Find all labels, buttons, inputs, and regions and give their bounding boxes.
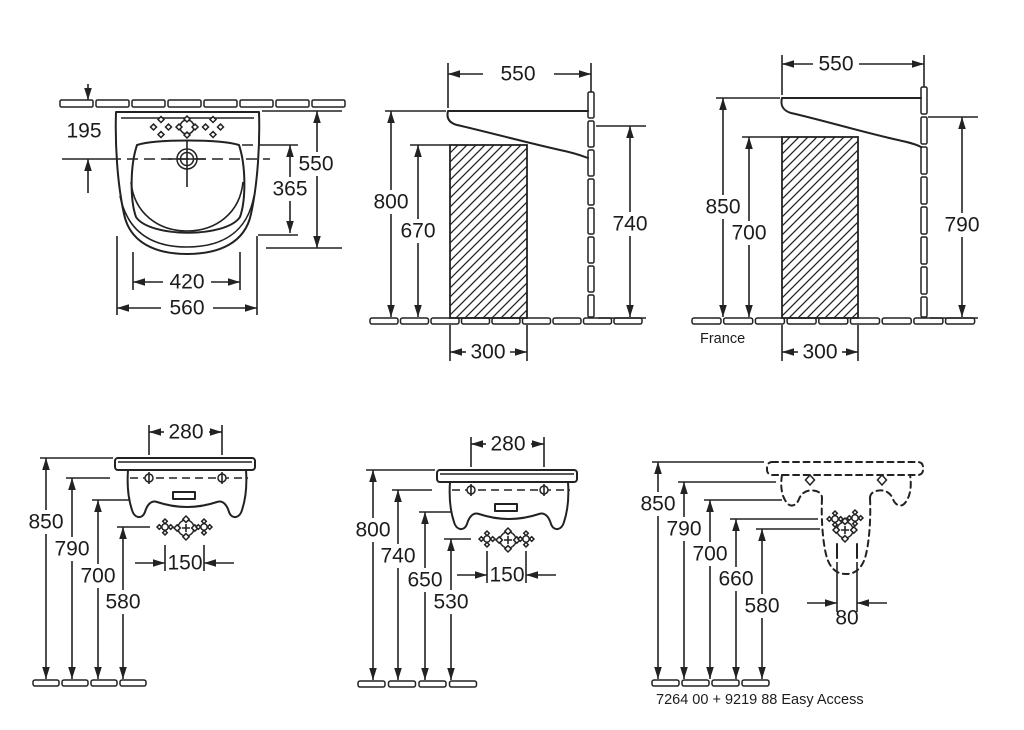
dim-label: 550 — [500, 62, 536, 86]
dimension-connection-height — [105, 527, 150, 679]
dim-label: 300 — [470, 340, 506, 364]
top-view — [60, 84, 345, 320]
dim-label: 580 — [744, 594, 780, 618]
dim-label: 580 — [105, 590, 141, 614]
dim-label: 670 — [400, 219, 436, 243]
floor-tiles — [358, 681, 477, 687]
dim-label: 700 — [731, 221, 767, 245]
dimension-connection-centres — [135, 545, 234, 575]
tap-hole-icon — [176, 116, 198, 138]
dim-label: 150 — [167, 551, 203, 575]
basin-body-dashed — [781, 475, 911, 506]
dimension-bowl-width — [133, 252, 240, 294]
knee-clearance-zone — [450, 145, 527, 318]
bowl-inner-line — [131, 182, 243, 231]
wall-tiles — [588, 92, 594, 317]
dim-label: 660 — [718, 567, 754, 591]
dim-label: 790 — [944, 213, 980, 237]
dimension-clearance-height — [731, 137, 782, 317]
dim-label: 850 — [28, 510, 64, 534]
dimension-depth — [448, 63, 591, 109]
dim-label: 700 — [692, 542, 728, 566]
dimension-rim-height — [705, 98, 780, 317]
dimension-fixing-centres — [471, 433, 544, 468]
dim-label: 790 — [666, 517, 702, 541]
dim-label: 195 — [66, 119, 102, 143]
side-view — [370, 63, 648, 364]
dim-label: 550 — [298, 152, 334, 176]
dimension-connection-height — [744, 529, 820, 679]
fixing-hole — [806, 475, 815, 485]
outlet-pipe — [837, 544, 857, 558]
dim-label: 740 — [612, 212, 648, 236]
dim-label: 700 — [80, 564, 116, 588]
dimension-connection-centres — [457, 551, 556, 587]
dimension-connection-height — [433, 539, 471, 680]
tap-hole-icon — [203, 117, 224, 138]
region-label: France — [700, 331, 746, 347]
dim-label: 300 — [802, 340, 838, 364]
dimension-underside-height — [596, 126, 648, 318]
dim-label: 280 — [168, 420, 204, 444]
dimension-outlet-width — [807, 562, 887, 630]
rear-view-a — [28, 421, 255, 687]
dim-label: 850 — [705, 195, 741, 219]
dimension-underside-height — [928, 117, 980, 318]
wall-tiles — [921, 87, 927, 317]
dim-label: 550 — [818, 52, 854, 76]
dim-label: 740 — [380, 544, 416, 568]
dim-label: 650 — [407, 568, 443, 592]
dim-label: 850 — [640, 492, 676, 516]
dim-label: 800 — [355, 518, 391, 542]
dim-label: 80 — [835, 606, 859, 630]
dim-label: 530 — [433, 590, 469, 614]
dimension-clearance-depth — [450, 325, 527, 364]
floor-tiles — [652, 680, 769, 686]
dimension-depth — [782, 53, 924, 96]
drain-icon — [168, 141, 206, 187]
tap-hole-icon — [151, 117, 172, 138]
dim-label: 280 — [490, 432, 526, 456]
rear-view-b — [355, 433, 577, 688]
dim-label: 150 — [489, 563, 525, 587]
dimension-rim-height — [373, 111, 446, 317]
wall-tiles — [60, 100, 345, 107]
dimension-clearance-height — [400, 145, 450, 317]
dimension-clearance-depth — [782, 325, 858, 364]
dim-label: 790 — [54, 537, 90, 561]
easy-access-view — [640, 462, 923, 708]
floor-tiles — [33, 680, 146, 686]
dim-label: 800 — [373, 190, 409, 214]
dimension-fixing-centres — [149, 421, 222, 456]
basin-rim-slab-dashed — [767, 462, 923, 475]
fixing-hole — [878, 475, 887, 485]
knee-clearance-zone — [782, 137, 858, 318]
dim-label: 365 — [272, 177, 308, 201]
product-caption: 7264 00 + 9219 88 Easy Access — [656, 692, 864, 708]
dim-label: 420 — [169, 270, 205, 294]
side-view-france — [692, 53, 980, 364]
dim-label: 560 — [169, 296, 205, 320]
